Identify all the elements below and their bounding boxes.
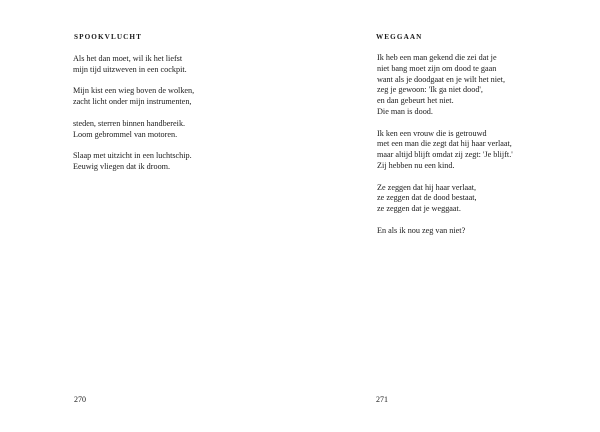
poem-line: Ze zeggen dat hij haar verlaat,	[377, 182, 477, 192]
poem-line: Ik ken een vrouw die is getrouwd	[377, 128, 487, 138]
poem-line: Die man is dood.	[377, 106, 433, 116]
poem-line: Zij hebben nu een kind.	[377, 160, 455, 170]
poem-line: zacht licht onder mijn instrumenten,	[73, 97, 192, 107]
stanza	[377, 226, 513, 237]
poem-line: Slaap met uitzicht in een luchtschip.	[73, 151, 192, 161]
stanza	[73, 54, 194, 76]
poem-line: want als je doodgaat en je wilt het niet,	[377, 74, 506, 84]
poem-line: steden, sterren binnen handbereik.	[73, 118, 186, 128]
poem-line: mijn tijd uitzweven in een cockpit.	[73, 64, 187, 74]
poem-body	[377, 53, 513, 247]
poem-line: zeg je gewoon: 'Ik ga niet dood',	[377, 85, 483, 95]
stanza	[73, 151, 194, 173]
page-number: 270	[74, 395, 86, 404]
poem-line: niet bang moet zijn om dood te gaan	[377, 63, 497, 73]
poem-title: WEGGAAN	[376, 33, 423, 41]
poem-line: maar altijd blijft omdat zij zegt: 'Je blijft.'	[377, 150, 513, 160]
poem-line: en dan gebeurt het niet.	[377, 96, 454, 106]
stanza	[377, 53, 513, 118]
poem-title: SPOOKVLUCHT	[74, 33, 143, 41]
stanza	[73, 119, 194, 141]
poem-line: Als het dan moet, wil ik het liefst	[73, 54, 183, 63]
poem-line: Loom gebrommel van motoren.	[73, 129, 178, 139]
poem-line: met een man die zegt dat hij haar verlaat,	[377, 139, 512, 149]
stanza	[377, 129, 513, 172]
poem-body	[73, 54, 194, 184]
poem-line: ze zeggen dat de dood bestaat,	[377, 193, 477, 203]
page-number: 271	[376, 395, 388, 404]
poem-line: ze zeggen dat je weggaat.	[377, 204, 461, 214]
stanza	[73, 86, 194, 108]
poem-line: En als ik nou zeg van niet?	[377, 225, 466, 235]
poem-line: Ik heb een man gekend die zei dat je	[377, 53, 497, 62]
poem-line: Eeuwig vliegen dat ik droom.	[73, 161, 171, 171]
poem-line: Mijn kist een wieg boven de wolken,	[73, 86, 195, 96]
stanza	[377, 183, 513, 215]
right-page	[300, 0, 600, 432]
